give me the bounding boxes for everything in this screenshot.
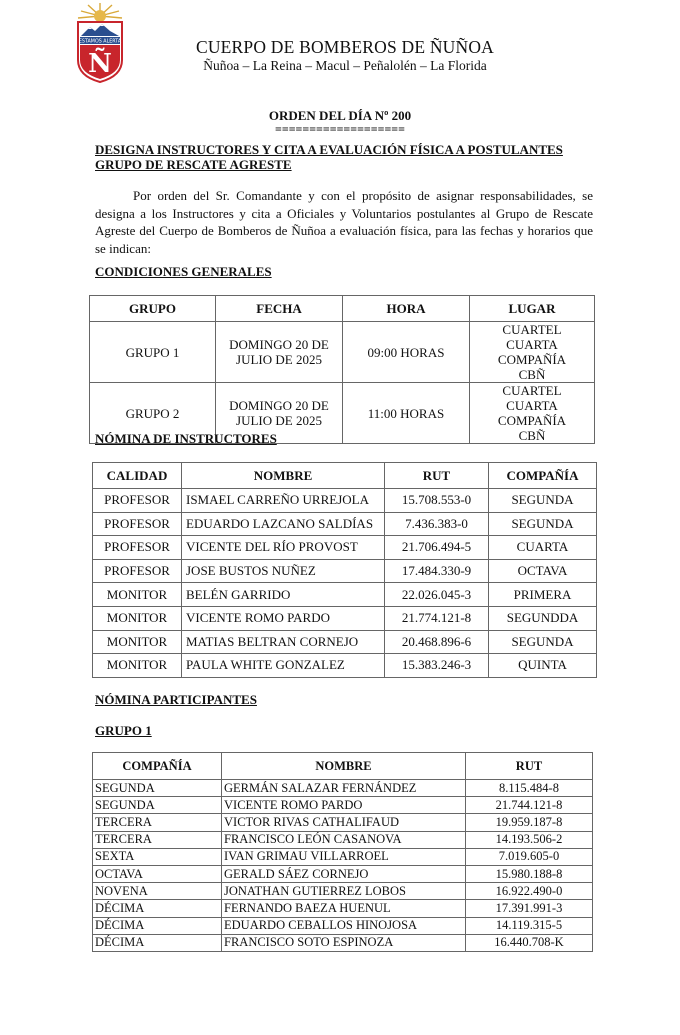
- organization-title: CUERPO DE BOMBEROS DE ÑUÑOA: [195, 37, 495, 57]
- table-row: [93, 536, 597, 560]
- cell-calidad: MONITOR: [93, 630, 182, 654]
- cell-nombre: VICTOR RIVAS CATHALIFAUD: [222, 814, 466, 831]
- crest-icon: [74, 2, 126, 84]
- cell-rut: 14.119.315-5: [466, 917, 593, 934]
- order-title: ORDEN DEL DÍA Nº 200: [268, 108, 412, 123]
- column-header: FECHA: [216, 296, 343, 322]
- conditions-heading: CONDICIONES GENERALES: [95, 264, 272, 279]
- cell-compania: QUINTA: [489, 654, 597, 678]
- cell-rut: 15.980.188-8: [466, 865, 593, 882]
- cell-nombre: FRANCISCO SOTO ESPINOZA: [222, 934, 466, 951]
- cell-calidad: PROFESOR: [93, 536, 182, 560]
- cell-compania: SEGUNDA: [489, 489, 597, 513]
- cell-rut: 22.026.045-3: [385, 583, 489, 607]
- cell-rut: 7.436.383-0: [385, 512, 489, 536]
- cell-calidad: PROFESOR: [93, 559, 182, 583]
- cell-hora: 11:00 HORAS: [343, 383, 470, 444]
- cell-hora: 09:00 HORAS: [343, 322, 470, 383]
- cell-compania: OCTAVA: [489, 559, 597, 583]
- column-header: RUT: [466, 753, 593, 780]
- cell-rut: 21.774.121-8: [385, 606, 489, 630]
- order-title-rule: ===================: [275, 122, 405, 136]
- cell-compania: TERCERA: [93, 814, 222, 831]
- cell-compania: SEGUNDA: [489, 512, 597, 536]
- cell-calidad: PROFESOR: [93, 512, 182, 536]
- column-header: GRUPO: [90, 296, 216, 322]
- cell-nombre: GERMÁN SALAZAR FERNÁNDEZ: [222, 780, 466, 797]
- table-row: [93, 780, 593, 797]
- order-body: Por orden del Sr. Comandante y con el propósito de asignar responsabilidades, se designa a los Instructores y cita a Oficiales y Voluntarios postulantes al Grupo de Rescate Agreste del Cuerpo de Bomberos de Ñuñoa a evaluación física, para las fechas y horarios que se indican:: [95, 188, 593, 256]
- cell-nombre: MATIAS BELTRAN CORNEJO: [182, 630, 385, 654]
- column-header: NOMBRE: [222, 753, 466, 780]
- crest-logo: [74, 2, 126, 84]
- cell-rut: 21.706.494-5: [385, 536, 489, 560]
- cell-lugar: CUARTEL CUARTA COMPAÑÍA CBÑ: [470, 322, 595, 383]
- column-header: RUT: [385, 463, 489, 489]
- cell-nombre: FERNANDO BAEZA HUENUL: [222, 900, 466, 917]
- crest-motto: ESTAMOS ALERTA: [78, 39, 122, 45]
- cell-compania: OCTAVA: [93, 865, 222, 882]
- cell-rut: 17.484.330-9: [385, 559, 489, 583]
- cell-nombre: JOSE BUSTOS NUÑEZ: [182, 559, 385, 583]
- order-subject: DESIGNA INSTRUCTORES Y CITA A EVALUACIÓN FÍSICA A POSTULANTES GRUPO DE RESCATE AGRESTE: [95, 142, 563, 172]
- cell-rut: 19.959.187-8: [466, 814, 593, 831]
- cell-compania: CUARTA: [489, 536, 597, 560]
- table-header-row: [93, 753, 593, 780]
- table-row: [93, 883, 593, 900]
- column-header: CALIDAD: [93, 463, 182, 489]
- table-header-row: [90, 296, 595, 322]
- cell-nombre: PAULA WHITE GONZALEZ: [182, 654, 385, 678]
- table-row: [90, 322, 595, 383]
- cell-nombre: VICENTE ROMO PARDO: [222, 797, 466, 814]
- cell-rut: 15.383.246-3: [385, 654, 489, 678]
- conditions-table: [89, 295, 595, 444]
- cell-fecha: DOMINGO 20 DE JULIO DE 2025: [216, 322, 343, 383]
- table-row: [93, 865, 593, 882]
- table-row: [93, 559, 597, 583]
- column-header: LUGAR: [470, 296, 595, 322]
- cell-compania: SEGUNDA: [93, 797, 222, 814]
- cell-calidad: MONITOR: [93, 583, 182, 607]
- cell-calidad: MONITOR: [93, 654, 182, 678]
- cell-compania: DÉCIMA: [93, 934, 222, 951]
- cell-grupo: GRUPO 1: [90, 322, 216, 383]
- participants-table: [92, 752, 593, 952]
- table-row: [93, 606, 597, 630]
- cell-grupo: GRUPO 2: [90, 383, 216, 444]
- cell-fecha: DOMINGO 20 DE JULIO DE 2025: [216, 383, 343, 444]
- cell-lugar: CUARTEL CUARTA COMPAÑÍA CBÑ: [470, 383, 595, 444]
- table-row: [93, 630, 597, 654]
- instructors-heading: NÓMINA DE INSTRUCTORES: [95, 431, 277, 446]
- table-row: [93, 797, 593, 814]
- organization-subtitle: Ñuñoa – La Reina – Macul – Peñalolén – La Florida: [203, 58, 487, 73]
- cell-nombre: VICENTE DEL RÍO PROVOST: [182, 536, 385, 560]
- table-header-row: [93, 463, 597, 489]
- table-row: [93, 814, 593, 831]
- instructors-table: [92, 462, 597, 678]
- cell-compania: DÉCIMA: [93, 900, 222, 917]
- cell-compania: SEGUNDA: [489, 630, 597, 654]
- group-1-heading: GRUPO 1: [95, 723, 152, 738]
- table-row: [93, 934, 593, 951]
- column-header: NOMBRE: [182, 463, 385, 489]
- cell-nombre: ISMAEL CARREÑO URREJOLA: [182, 489, 385, 513]
- table-row: [93, 831, 593, 848]
- cell-compania: TERCERA: [93, 831, 222, 848]
- cell-rut: 16.440.708-K: [466, 934, 593, 951]
- table-row: [93, 848, 593, 865]
- cell-compania: PRIMERA: [489, 583, 597, 607]
- cell-nombre: JONATHAN GUTIERREZ LOBOS: [222, 883, 466, 900]
- column-header: HORA: [343, 296, 470, 322]
- column-header: COMPAÑÍA: [93, 753, 222, 780]
- cell-calidad: PROFESOR: [93, 489, 182, 513]
- table-row: [93, 654, 597, 678]
- table-row: [93, 489, 597, 513]
- cell-nombre: FRANCISCO LEÓN CASANOVA: [222, 831, 466, 848]
- cell-rut: 8.115.484-8: [466, 780, 593, 797]
- cell-rut: 7.019.605-0: [466, 848, 593, 865]
- cell-compania: SEGUNDA: [93, 780, 222, 797]
- cell-nombre: VICENTE ROMO PARDO: [182, 606, 385, 630]
- table-row: [93, 512, 597, 536]
- crest-letter: Ñ: [88, 49, 112, 79]
- cell-nombre: EDUARDO LAZCANO SALDÍAS: [182, 512, 385, 536]
- table-row: [93, 917, 593, 934]
- cell-rut: 17.391.991-3: [466, 900, 593, 917]
- cell-nombre: EDUARDO CEBALLOS HINOJOSA: [222, 917, 466, 934]
- table-row: [93, 583, 597, 607]
- cell-rut: 16.922.490-0: [466, 883, 593, 900]
- cell-compania: SEXTA: [93, 848, 222, 865]
- cell-compania: SEGUNDDA: [489, 606, 597, 630]
- cell-nombre: BELÉN GARRIDO: [182, 583, 385, 607]
- cell-nombre: GERALD SÁEZ CORNEJO: [222, 865, 466, 882]
- cell-rut: 15.708.553-0: [385, 489, 489, 513]
- cell-calidad: MONITOR: [93, 606, 182, 630]
- cell-nombre: IVAN GRIMAU VILLARROEL: [222, 848, 466, 865]
- cell-rut: 21.744.121-8: [466, 797, 593, 814]
- column-header: COMPAÑÍA: [489, 463, 597, 489]
- table-row: [93, 900, 593, 917]
- cell-compania: DÉCIMA: [93, 917, 222, 934]
- cell-rut: 14.193.506-2: [466, 831, 593, 848]
- cell-rut: 20.468.896-6: [385, 630, 489, 654]
- participants-heading: NÓMINA PARTICIPANTES: [95, 692, 257, 707]
- cell-compania: NOVENA: [93, 883, 222, 900]
